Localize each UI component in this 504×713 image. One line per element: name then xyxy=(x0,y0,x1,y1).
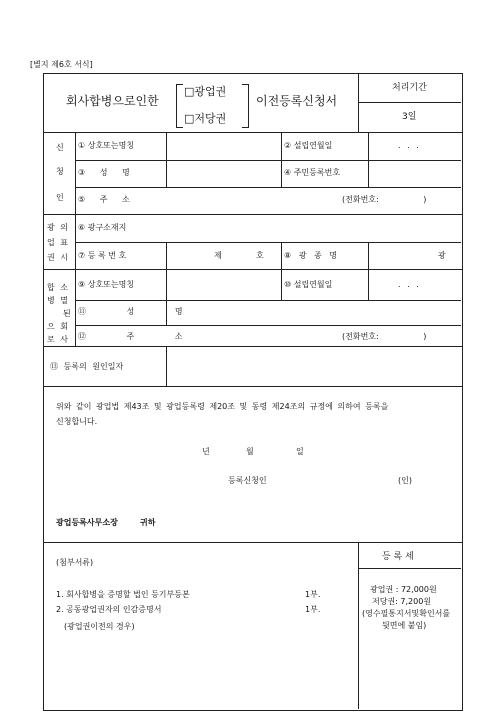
merged-group-1: 합 소 xyxy=(47,283,68,292)
input-registration-cause-date[interactable] xyxy=(167,347,460,385)
applicant-group-3: 인 xyxy=(56,193,64,202)
attachments-header: (첨부서류) xyxy=(56,558,94,567)
applicant-group-2: 청 xyxy=(56,167,64,176)
label-resident-number: ④ 주민등록번호 xyxy=(284,168,341,177)
right-bracket xyxy=(242,84,249,128)
left-bracket xyxy=(176,84,183,128)
statement-line-2: 신청합니다. xyxy=(56,417,98,426)
fee-receipt-note-2: 뒷면에 붙임) xyxy=(382,621,427,630)
input-resident-number[interactable] xyxy=(369,161,460,186)
ore-suffix: 광 xyxy=(438,251,446,260)
date-year[interactable]: 년 xyxy=(202,447,210,456)
label-registration-cause-date: ⑬ 등록의 원인일자 xyxy=(50,362,124,371)
mining-group-3: 권 시 xyxy=(47,253,68,262)
input-mine-location[interactable] xyxy=(167,215,460,241)
label-merged-address: ⑫ 주 소 xyxy=(78,332,183,341)
form-label: [별지 제6호 서식] xyxy=(30,60,93,69)
mining-group-1: 광 의 xyxy=(47,223,68,232)
processing-value: 3일 xyxy=(402,112,417,122)
title-right: 이전등록신청서 xyxy=(256,94,338,108)
attachment-item-2-qty: 1부. xyxy=(305,605,321,614)
merged-group-4: 으 회 xyxy=(47,322,68,331)
label-mine-location: ⑥ 광구소재지 xyxy=(78,223,127,232)
fee-mining-right: 광업권 : 72,000원 xyxy=(370,585,437,594)
addressee: 광업등록사무소장 xyxy=(56,518,118,527)
label-registration-number: ⑦ 등 록 번 호 xyxy=(78,251,127,260)
input-merged-company[interactable] xyxy=(167,270,280,299)
attachment-item-1-qty: 1부. xyxy=(305,590,321,599)
label-address: ⑤ 주 소 xyxy=(78,195,130,204)
fee-receipt-note-1: (영수필통지서및확인서를 xyxy=(362,609,451,618)
label-founding-date: ② 설립연월일 xyxy=(284,141,333,150)
label-merged-founding-date: ⑩ 설립연월일 xyxy=(284,280,333,289)
input-merged-name[interactable] xyxy=(167,301,460,324)
date-day[interactable]: 일 xyxy=(296,447,304,456)
input-company-name[interactable] xyxy=(167,133,280,159)
statement-line-1: 위와 같이 광업법 제43조 및 광업등록령 제20조 및 동령 제24조의 규정에 의하여 등록을 xyxy=(56,402,389,411)
applicant-phone[interactable]: (전화번호: ) xyxy=(342,195,427,204)
seal-mark[interactable]: (인) xyxy=(398,476,412,485)
input-name[interactable] xyxy=(167,161,280,186)
label-merged-name: ⑪ 성 명 xyxy=(78,307,183,316)
fee-label: 등 록 세 xyxy=(382,552,414,562)
fee-mortgage: 저당권: 7,200원 xyxy=(372,597,432,606)
title-left: 회사합병으로인한 xyxy=(66,94,159,108)
merged-group-5: 로 사 xyxy=(47,335,68,344)
applicant-group-1: 신 xyxy=(56,143,64,152)
merged-date-dots[interactable]: . . . xyxy=(398,280,421,289)
attachment-item-2: 2. 공동광업권자의 인감증명서 xyxy=(56,605,162,614)
founding-date-dots[interactable]: . . . xyxy=(398,141,421,150)
merged-group-2: 병 멸 xyxy=(47,296,68,305)
signer-label: 등록신청인 xyxy=(228,476,267,485)
registration-ho: 호 xyxy=(256,251,264,260)
merged-phone[interactable]: (전화번호: ) xyxy=(342,332,427,341)
option-mortgage[interactable]: □저당권 xyxy=(184,112,227,125)
processing-label: 처리기간 xyxy=(392,83,427,93)
mining-group-2: 업 표 xyxy=(47,238,68,247)
label-merged-company: ⑨ 상호또는명칭 xyxy=(78,280,135,289)
label-name: ③ 성 명 xyxy=(78,168,130,177)
merged-group-3: 된 xyxy=(63,309,71,318)
registration-je: 제 xyxy=(214,251,222,260)
option-mining-right[interactable]: □광업권 xyxy=(184,85,227,98)
attachment-item-2-note: (광업권이전의 경우) xyxy=(64,622,135,631)
label-company-name: ① 상호또는명칭 xyxy=(78,141,135,150)
label-ore-name: ⑧ 광 종 명 xyxy=(284,251,337,260)
addressee-suffix: 귀하 xyxy=(140,518,156,527)
date-month[interactable]: 월 xyxy=(246,447,254,456)
attachment-item-1: 1. 회사합병을 증명할 법인 등기부등본 xyxy=(56,590,190,599)
